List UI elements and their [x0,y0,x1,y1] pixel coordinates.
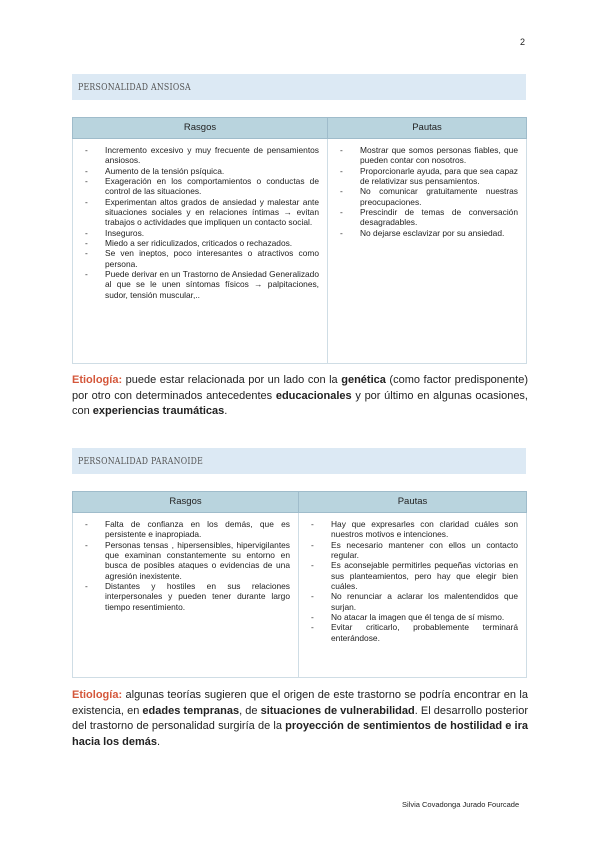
column-header-traits: Rasgos [73,492,299,513]
guideline-item: - No renunciar a aclarar los malentendidos que surjan. [309,591,518,612]
etiology-text: (como factor predisponente) por otro con determinados antecedentes [72,374,528,402]
trait-item: - Distantes y hostiles en sus relaciones interpersonales y pueden tener durante largo tiempo resentimiento. [83,581,290,612]
trait-item: - Exageración en los comportamientos o conductas de control de las situaciones. [83,176,319,197]
column-header-guidelines: Pautas [299,492,527,513]
etiology-keyword: situaciones de vulnerabilidad [260,704,415,717]
etiology-anxious [72,373,528,420]
guidelines-cell [328,139,527,364]
etiology-keyword: experiencias traumáticas [92,405,225,417]
traits-cell [73,513,299,678]
guideline-item: - No atacar la imagen que él tenga de sí mismo. [309,612,518,622]
paranoid-traits-table [72,491,527,678]
etiology-text: y por último en algunas ocasiones, con [72,389,528,417]
etiology-text: . [157,735,161,748]
guidelines-cell [299,513,527,678]
guideline-item: - Es aconsejable permitirles pequeñas victorias en sus planteamientos, pero hay que elegir bien cuáles. [309,560,518,591]
column-header-guidelines: Pautas [328,118,527,139]
etiology-label: Etiología: [72,689,123,701]
guideline-item: - Prescindir de temas de conversación desagradables. [338,207,518,228]
etiology-label: Etiología: [72,374,123,386]
section-title: PERSONALIDAD PARANOIDE [78,455,204,467]
footer-author: Silvia Covadonga Jurado Fourcade [402,800,520,809]
trait-item: - Falta de confianza en los demás, que es persistente e inapropiada. [83,519,290,540]
trait-item: - Experimentan altos grados de ansiedad y malestar ante situaciones sociales y en relaciones íntimas → evitan trabajos o actividades que impliquen un contacto social. [83,197,319,228]
trait-item: - Puede derivar en un Trastorno de Ansiedad Generalizado al que se le unen síntomas físicos → palpitaciones, sudor, tensión muscular,.. [83,269,319,300]
guideline-item: - No comunicar gratuitamente nuestras preocupaciones. [338,186,518,207]
trait-item: - Incremento excesivo y muy frecuente de pensamientos ansiosos. [83,145,319,166]
guideline-item: - No dejarse esclavizar por su ansiedad. [338,228,518,238]
etiology-text: , de [239,704,261,717]
column-header-traits: Rasgos [73,118,328,139]
etiology-text: . El desarrollo posterior del trastorno de personalidad surgiría de la [72,704,529,732]
trait-item: - Miedo a ser ridiculizados, criticados o rechazados. [83,238,319,248]
guideline-item: - Es necesario mantener con ellos un contacto regular. [309,540,518,561]
guideline-item: - Hay que expresarles con claridad cuáles son nuestros motivos e intenciones. [309,519,518,540]
etiology-keyword: proyección de sentimientos de hostilidad e ira hacia los demás [72,720,529,748]
section-title: PERSONALIDAD ANSIOSA [78,81,191,93]
etiology-text: algunas teorías sugieren que el origen de este trastorno se podría encontrar en la existencia, en [72,689,528,717]
anxious-traits-table [72,117,527,364]
section-header-anxious [72,74,526,100]
etiology-keyword: edades tempranas [142,704,240,717]
etiology-text: puede estar relacionada por un lado con la [122,374,342,386]
guideline-item: - Mostrar que somos personas fiables, que pueden contar con nosotros. [338,145,518,166]
section-header-paranoid [72,448,526,474]
trait-item: - Se ven ineptos, poco interesantes o atractivos como persona. [83,248,319,269]
page-number: 2 [520,37,526,47]
guideline-item: - Proporcionarle ayuda, para que sea capaz de relativizar sus pensamientos. [338,166,518,187]
etiology-keyword: educacionales [275,389,352,402]
trait-item: - Inseguros. [83,228,319,238]
trait-item: - Aumento de la tensión psíquica. [83,166,319,176]
etiology-text: . [224,405,228,417]
etiology-paranoid [72,688,528,750]
traits-cell [73,139,328,364]
trait-item: - Personas tensas , hipersensibles, hipervigilantes que examinan constantemente su entorno en busca de posibles ataques o evidencias de una agresión inexistente. [83,540,290,581]
etiology-keyword: genética [341,374,386,386]
guideline-item: - Evitar criticarlo, probablemente terminará enterándose. [309,622,518,643]
